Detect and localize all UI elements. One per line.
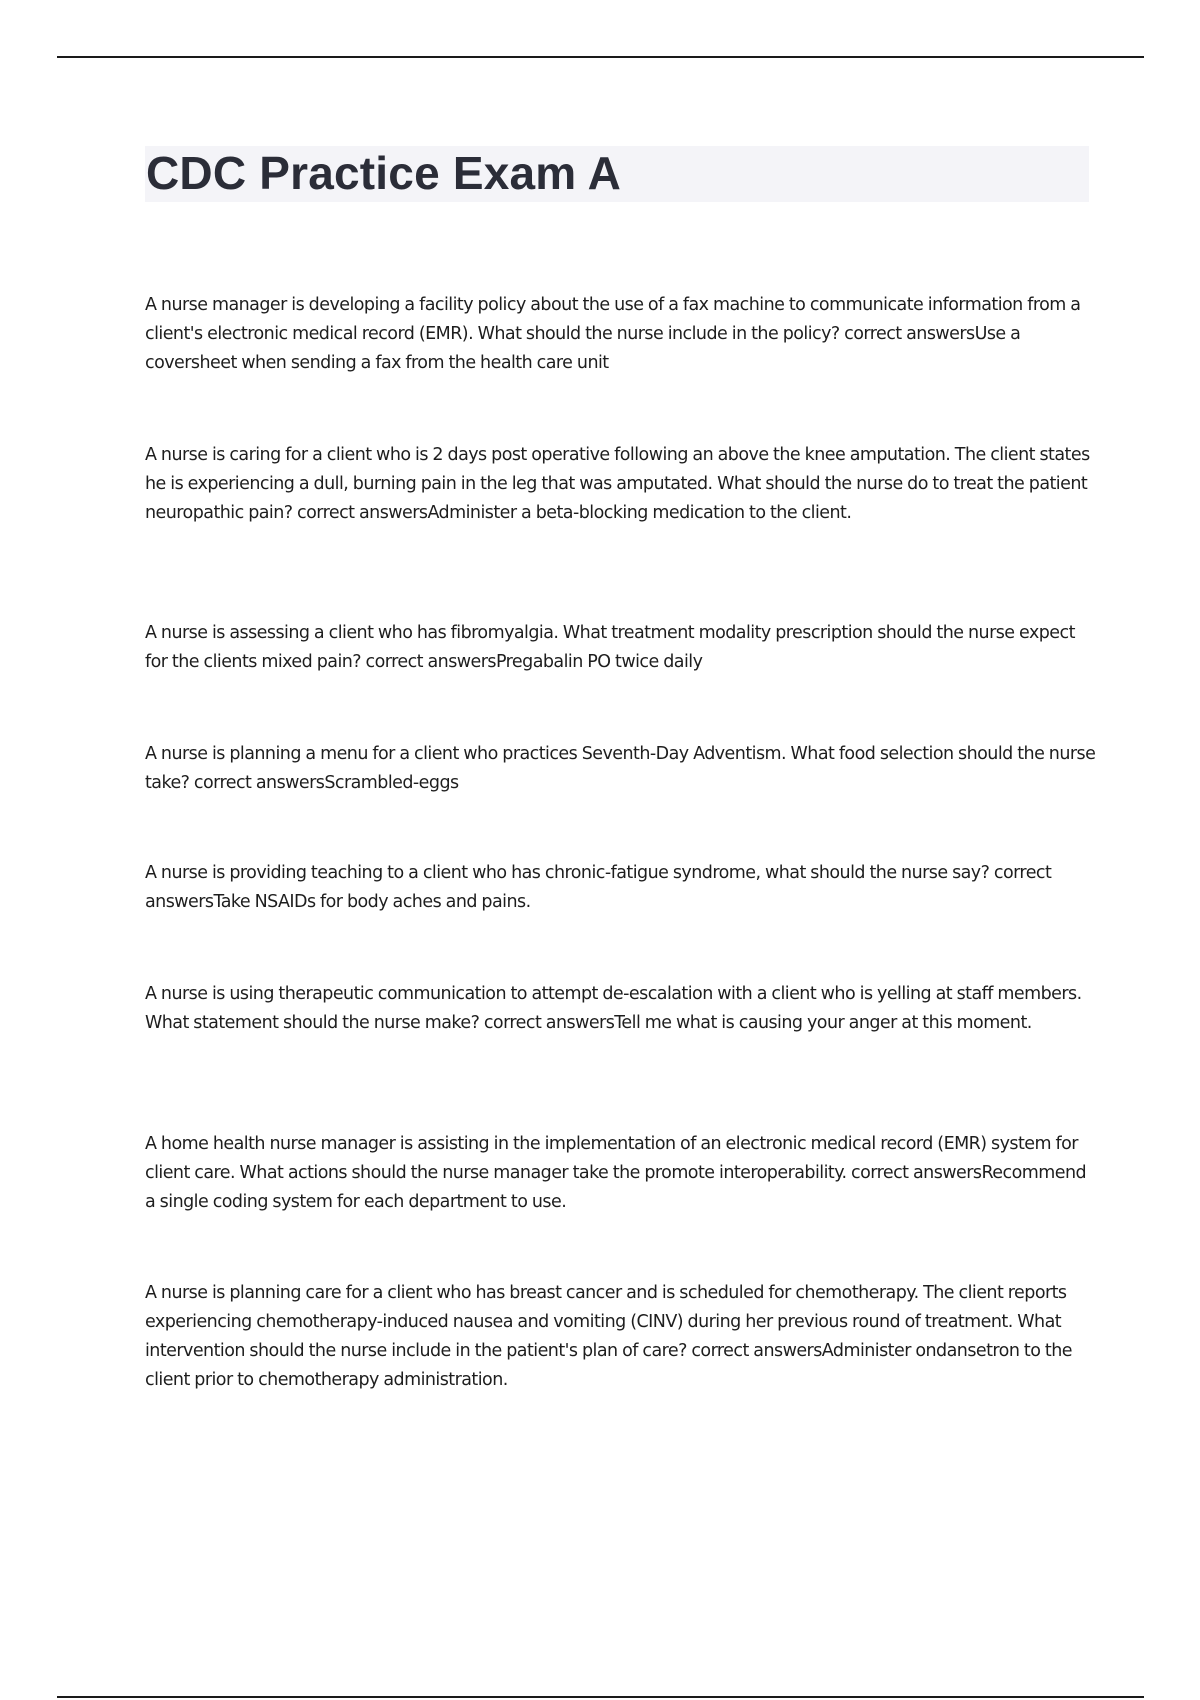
question-answer-1: A nurse manager is developing a facility policy about the use of a fax machine to communicate information from a client's electronic medical record (EMR). What should the nurse include in the policy? correct answersUse a coversheet when sending a fax from the health care unit [145, 295, 1081, 373]
question-answer-7: A home health nurse manager is assisting in the implementation of an electronic medical record (EMR) system for client care. What actions should the nurse manager take the promote interoperability. correct answersRecommend a single coding system for each department to use. [145, 1134, 1087, 1212]
question-answer-8: A nurse is planning care for a client who has breast cancer and is scheduled for chemotherapy. The client reports experiencing chemotherapy-induced nausea and vomiting (CINV) during her previous round of treatment. What intervention should the nurse include in the patient's plan of care? correct answersAdminister ondansetron to the client prior to chemotherapy administration. [145, 1283, 1072, 1390]
question-answer-5: A nurse is providing teaching to a client who has chronic-fatigue syndrome, what should the nurse say? correct answersTake NSAIDs for body aches and pains. [145, 863, 1052, 912]
question-answer-2: A nurse is caring for a client who is 2 days post operative following an above the knee amputation. The client states he is experiencing a dull, burning pain in the leg that was amputated. What should the nurse do to treat the patient neuropathic pain? correct answersAdminister a beta-blocking medication to the client. [145, 445, 1090, 523]
document-title: CDC Practice Exam A [146, 147, 622, 199]
question-answer-4: A nurse is planning a menu for a client who practices Seventh-Day Adventism. What food selection should the nurse take? correct answersScrambled-eggs [145, 744, 1096, 793]
bottom-divider [57, 1696, 1144, 1698]
question-answer-3: A nurse is assessing a client who has fibromyalgia. What treatment modality prescription should the nurse expect for the clients mixed pain? correct answersPregabalin PO twice daily [145, 623, 1075, 672]
top-divider [57, 56, 1144, 58]
question-answer-6: A nurse is using therapeutic communication to attempt de-escalation with a client who is yelling at staff members. What statement should the nurse make? correct answersTell me what is causing your anger at this moment. [145, 984, 1082, 1033]
